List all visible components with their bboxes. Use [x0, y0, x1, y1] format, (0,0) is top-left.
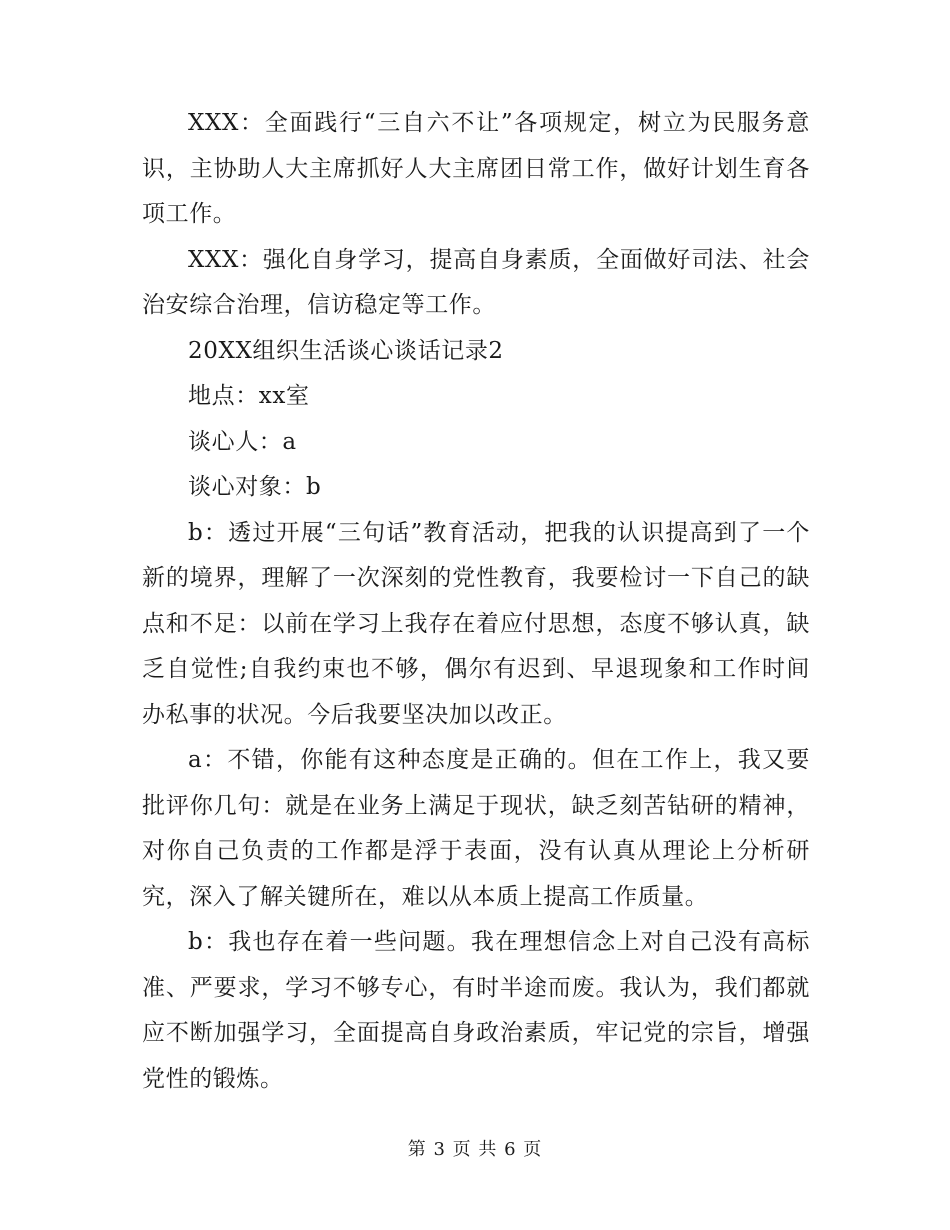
talk-target: 谈心对象：b	[188, 474, 322, 500]
paragraph-xxx-duties-1: XXX：全面践行“三自六不让”各项规定，树立为民服务意识，主协助人大主席抓好人大主席团日常工作，做好计划生育各项工作。	[142, 110, 810, 227]
section-heading: 20XX组织生活谈心谈话记录2	[188, 337, 504, 364]
document-body	[142, 101, 810, 1102]
talker: 谈心人：a	[188, 428, 297, 455]
paragraph-b-statement-1: b：透过开展“三句话”教育活动，把我的认识提高到了一个新的境界，理解了一次深刻的党性教育，我要检讨一下自己的缺点和不足：以前在学习上我存在着应付思想，态度不够认真，缺乏自觉性;自我约束也不够，偶尔有迟到、早退现象和工作时间办私事的状况。今后我要坚决加以改正。	[142, 519, 810, 728]
page-number-footer: 第 3 页 共 6 页	[407, 1139, 543, 1160]
paragraph-xxx-duties-2: XXX：强化自身学习，提高自身素质，全面做好司法、社会治安综合治理，信访稳定等工作。	[142, 246, 810, 318]
meeting-location: 地点：xx室	[188, 383, 310, 409]
paragraph-a-response: a：不错，你能有这种态度是正确的。但在工作上，我又要批评你几句：就是在业务上满足于现状，缺乏刻苦钻研的精神，对你自己负责的工作都是浮于表面，没有认真从理论上分析研究，深入了解关键所在，难以从本质上提高工作质量。	[142, 747, 810, 910]
paragraph-b-statement-2: b：我也存在着一些问题。我在理想信念上对自己没有高标准、严要求，学习不够专心，有时半途而废。我认为，我们都就应不断加强学习，全面提高自身政治素质，牢记党的宗旨，增强党性的锻炼。	[142, 929, 810, 1092]
